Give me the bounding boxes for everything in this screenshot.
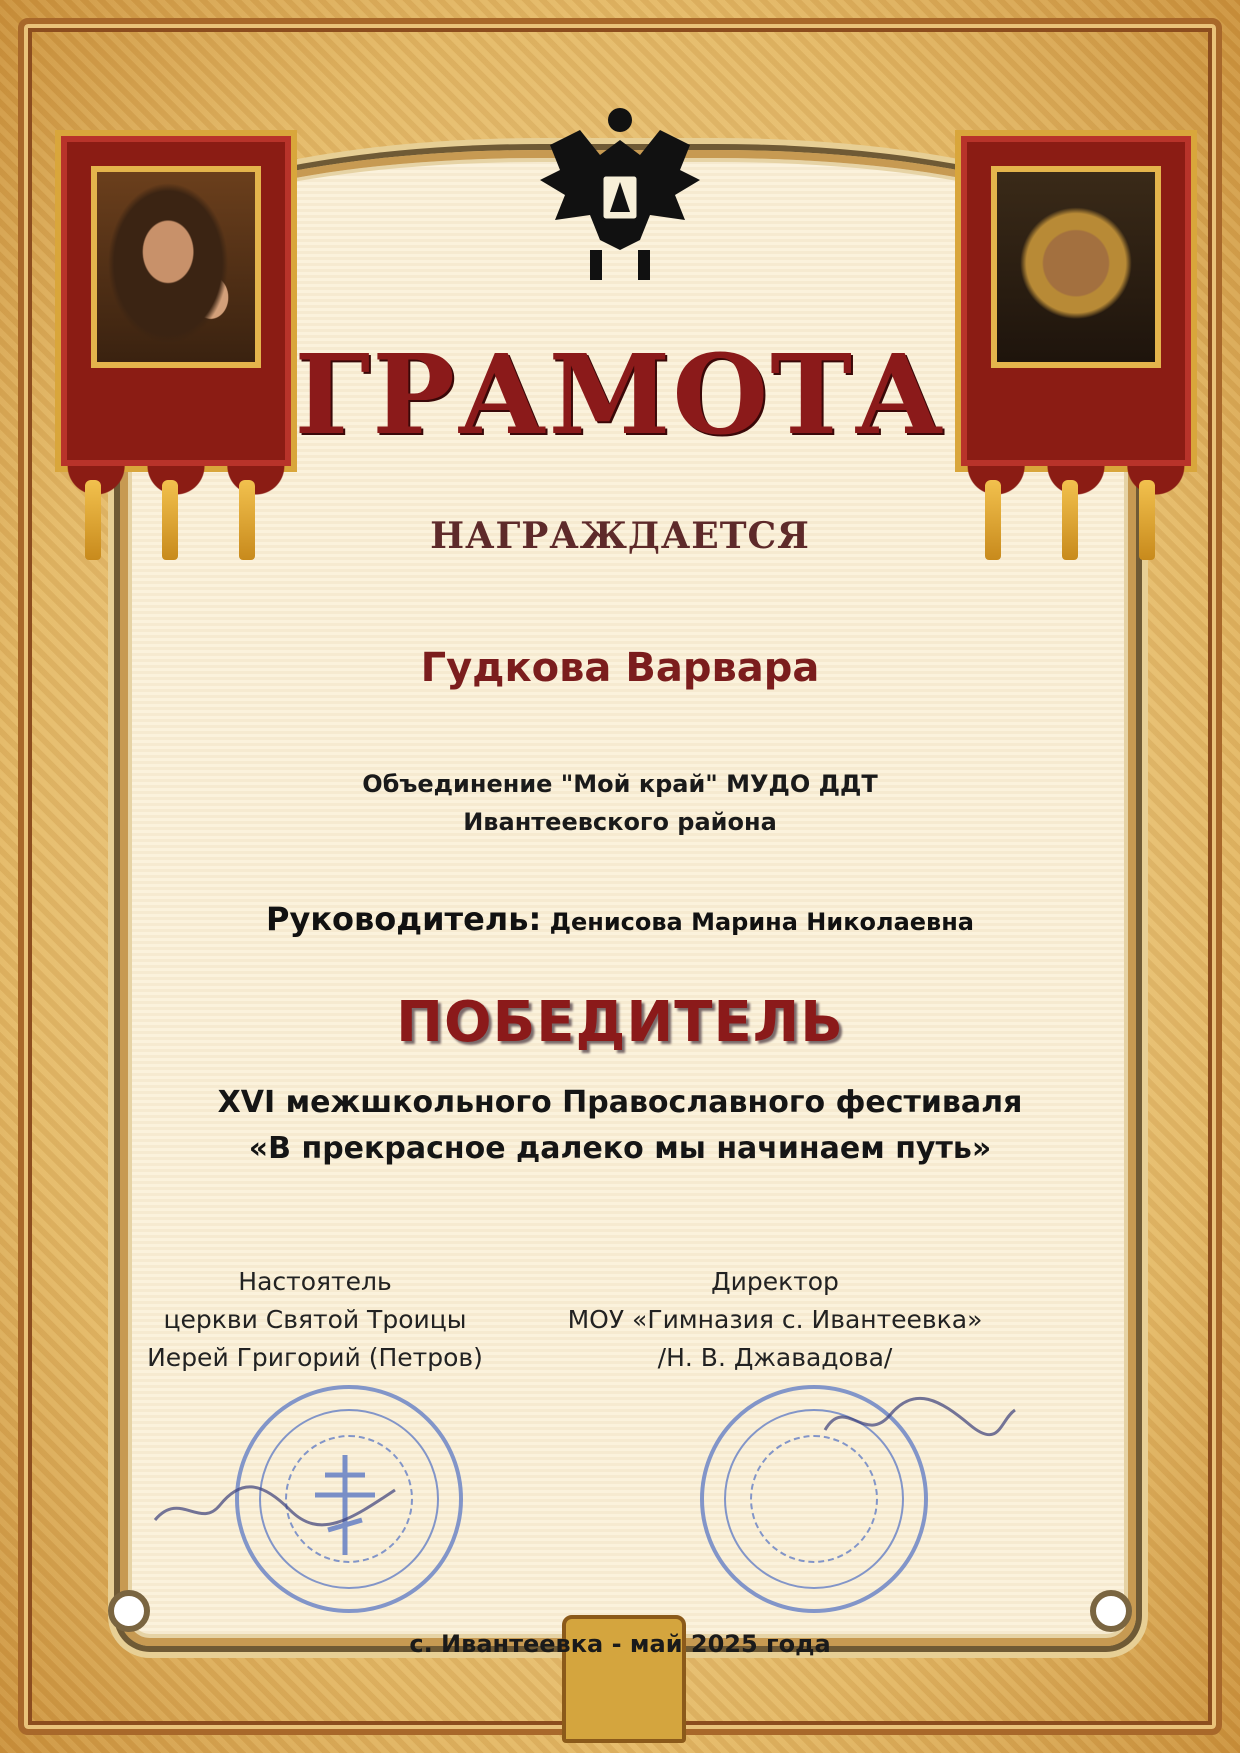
festival-title [0, 1080, 1240, 1172]
leader-name: Денисова Марина Николаевна [549, 908, 974, 936]
certificate-title: ГРАМОТА [294, 330, 946, 459]
right-signature-line2: МОУ «Гимназия с. Ивантеевка» [567, 1305, 983, 1334]
organization-line2: Ивантеевского района [463, 808, 777, 836]
organization [0, 765, 1240, 841]
right-signature-line1: Директор [711, 1267, 839, 1296]
recipient-name: Гудкова Варвара [420, 645, 820, 691]
left-signature-line2: церкви Святой Троицы [163, 1305, 467, 1334]
winner-status: ПОБЕДИТЕЛЬ [396, 990, 844, 1055]
left-signature-block [120, 1263, 510, 1377]
right-signature-block [540, 1263, 1010, 1377]
right-signature-line3: /Н. В. Джавадова/ [657, 1343, 893, 1372]
festival-line2: «В прекрасное далеко мы начинаем путь» [248, 1131, 992, 1166]
festival-line1: XVI межшкольного Православного фестиваля [217, 1085, 1023, 1120]
signature-scribble-right [820, 1390, 1020, 1450]
corner-ornament-br [1090, 1590, 1132, 1632]
left-signature-line3: Иерей Григорий (Петров) [147, 1343, 483, 1372]
leader-label: Руководитель: [266, 900, 542, 938]
place-date: с. Ивантеевка - май 2025 года [409, 1630, 831, 1658]
signature-scribble-left [150, 1470, 400, 1540]
leader-line [0, 900, 1240, 938]
awarded-heading: НАГРАЖДАЕТСЯ [430, 515, 810, 557]
coat-of-arms-icon [520, 100, 720, 290]
organization-line1: Объединение "Мой край" МУДО ДДТ [362, 770, 878, 798]
left-signature-line1: Настоятель [238, 1267, 392, 1296]
corner-ornament-bl [108, 1590, 150, 1632]
